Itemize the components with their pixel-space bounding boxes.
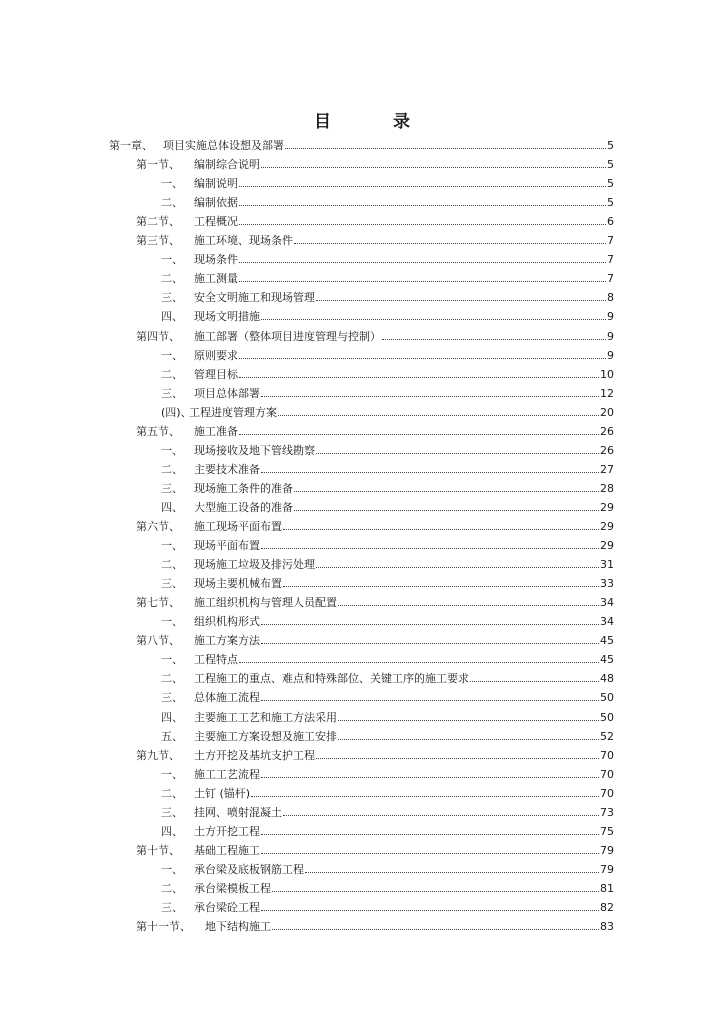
toc-entry-number: 三、 <box>161 805 183 819</box>
dot-leader <box>283 574 599 587</box>
toc-entry-page: 5 <box>607 196 614 210</box>
toc-entry-number: 四、 <box>161 310 183 324</box>
toc-entry-title: 施工现场平面布置 <box>194 520 282 533</box>
toc-entry-page: 5 <box>607 158 614 172</box>
toc-entry[interactable] <box>109 136 614 155</box>
dot-leader <box>261 822 599 835</box>
toc-entry-title: 承台梁模板工程 <box>194 881 271 895</box>
toc-entry-page: 6 <box>607 215 614 229</box>
toc-entry[interactable] <box>161 536 614 555</box>
toc-entry-title: 施工测量 <box>194 272 238 286</box>
toc-entry-page: 45 <box>600 634 614 648</box>
dot-leader <box>239 346 606 359</box>
toc-entry-number: 第十一节、 <box>136 920 191 934</box>
toc-entry[interactable] <box>161 727 614 746</box>
toc-entry-page: 70 <box>600 767 614 781</box>
toc-entry-page: 9 <box>607 348 614 362</box>
dot-leader <box>316 288 606 301</box>
dot-leader <box>239 269 606 282</box>
toc-entry-number: 三、 <box>161 386 183 400</box>
toc-entry-page: 7 <box>607 253 614 267</box>
toc-entry-page: 12 <box>600 386 614 400</box>
dot-leader <box>239 193 606 206</box>
dot-leader <box>338 593 599 606</box>
toc-entry-title: 挂网、喷射混凝土 <box>194 805 282 819</box>
toc-entry-number: 第九节、 <box>136 748 180 762</box>
toc-entry-title: 基础工程施工 <box>194 843 260 857</box>
toc-entry[interactable] <box>136 327 614 346</box>
dot-leader <box>316 555 599 568</box>
toc-entry[interactable] <box>161 479 614 498</box>
toc-entry[interactable] <box>161 555 614 574</box>
toc-entry-title: 安全文明施工和现场管理 <box>194 291 315 305</box>
toc-entry[interactable] <box>161 365 614 384</box>
toc-entry-title: 工程进度管理方案 <box>189 405 277 419</box>
toc-entry[interactable] <box>136 212 614 231</box>
dot-leader <box>272 917 599 930</box>
toc-entry[interactable] <box>161 346 614 365</box>
toc-entry-title: 现场条件 <box>194 253 238 267</box>
toc-entry-page: 29 <box>600 539 614 553</box>
toc-entry[interactable] <box>136 422 614 441</box>
toc-entry-title: 主要技术准备 <box>194 462 260 476</box>
toc-entry[interactable] <box>136 631 614 650</box>
toc-entry[interactable] <box>161 879 614 898</box>
toc-entry-title: 主要施工工艺和施工方法采用 <box>194 710 337 724</box>
toc-entry-page: 5 <box>607 139 614 152</box>
dot-leader <box>305 860 599 873</box>
dot-leader <box>382 327 606 340</box>
toc-entry-number: 第一章、 <box>109 139 153 152</box>
toc-entry[interactable] <box>161 784 614 803</box>
dot-leader <box>261 631 599 644</box>
toc-entry-title: 原则要求 <box>194 348 238 362</box>
toc-entry-page: 34 <box>600 596 614 610</box>
toc-entry-number: 第二节、 <box>136 215 180 229</box>
toc-entry[interactable] <box>161 403 614 422</box>
toc-entry-page: 81 <box>600 881 614 895</box>
toc-entry-title: 施工方案方法 <box>194 634 260 648</box>
toc-entry-title: 地下结构施工 <box>205 920 271 934</box>
toc-entry-page: 50 <box>600 691 614 705</box>
toc-entry[interactable] <box>161 384 614 403</box>
toc-entry-number: 第五节、 <box>136 424 180 438</box>
toc-entry-title: 承台梁砼工程 <box>194 901 260 914</box>
toc-entry[interactable] <box>161 498 614 517</box>
dot-leader <box>294 498 599 511</box>
toc-entry[interactable] <box>161 822 614 841</box>
toc-entry-title: 项目总体部署 <box>194 386 260 400</box>
toc-entry-page: 31 <box>600 558 614 572</box>
toc-entry-page: 83 <box>600 920 614 934</box>
toc-entry-title: 主要施工方案设想及施工安排 <box>194 729 337 743</box>
toc-entry-title: 组织机构形式 <box>194 615 260 629</box>
dot-leader <box>272 879 599 892</box>
toc-entry-number: 三、 <box>161 901 183 914</box>
toc-entry-title: 编制说明 <box>194 177 238 191</box>
toc-entry[interactable] <box>161 803 614 822</box>
toc-entry-page: 20 <box>600 405 614 419</box>
dot-leader <box>239 212 606 225</box>
dot-leader <box>338 708 599 721</box>
dot-leader <box>261 155 606 168</box>
dot-leader <box>239 250 606 263</box>
dot-leader <box>239 422 599 435</box>
toc-entry-title: 总体施工流程 <box>194 691 260 705</box>
toc-entry-number: 二、 <box>161 881 183 895</box>
toc-entry-title: 现场施工条件的准备 <box>194 481 293 495</box>
dot-leader <box>470 669 599 682</box>
toc-entry-number: 二、 <box>161 672 183 686</box>
toc-entry-page: 8 <box>607 291 614 305</box>
toc-entry[interactable] <box>161 288 614 307</box>
dot-leader <box>261 536 599 549</box>
toc-entry-page: 26 <box>600 443 614 457</box>
toc-entry-page: 79 <box>600 843 614 857</box>
toc-entry[interactable] <box>161 860 614 879</box>
toc-entry-number: 三、 <box>161 481 183 495</box>
toc-entry-number: 四、 <box>161 710 183 724</box>
toc-entry-page: 28 <box>600 481 614 495</box>
toc-entry[interactable] <box>136 155 614 174</box>
toc-entry-title: 编制综合说明 <box>194 158 260 172</box>
dot-leader <box>294 479 599 492</box>
dot-leader <box>283 803 599 816</box>
dot-leader <box>261 612 599 625</box>
toc-entry-number: 一、 <box>161 348 183 362</box>
dot-leader <box>283 517 599 530</box>
toc-entry[interactable] <box>161 765 614 784</box>
dot-leader <box>251 784 599 797</box>
toc-entry-number: 二、 <box>161 462 183 476</box>
toc-entry-title: 施工工艺流程 <box>194 767 260 781</box>
toc-entry[interactable] <box>136 231 614 250</box>
toc-entry-page: 5 <box>607 177 614 191</box>
toc-entry-number: 一、 <box>161 767 183 781</box>
toc-entry-page: 33 <box>600 577 614 591</box>
toc-entry-page: 29 <box>600 520 614 533</box>
toc-entry[interactable] <box>161 460 614 479</box>
toc-entry-page: 27 <box>600 462 614 476</box>
toc-entry-number: 第七节、 <box>136 596 180 610</box>
toc-entry-page: 9 <box>607 310 614 324</box>
toc-entry[interactable] <box>161 688 614 707</box>
toc-entry-title: 施工环境、现场条件 <box>194 234 293 248</box>
toc-entry-page: 70 <box>600 748 614 762</box>
toc-entry-number: 第一节、 <box>136 158 180 172</box>
toc-entry-title: 施工部署（整体项目进度管理与控制） <box>194 329 381 343</box>
toc-entry[interactable] <box>161 269 614 288</box>
toc-entry-number: 一、 <box>161 539 183 553</box>
toc-entry-number: 一、 <box>161 253 183 267</box>
toc-entry[interactable] <box>136 746 614 765</box>
toc-entry-number: 一、 <box>161 615 183 629</box>
dot-leader <box>261 307 606 320</box>
toc-entry-page: 29 <box>600 500 614 514</box>
toc-entry-number: 三、 <box>161 691 183 705</box>
toc-entry-number: 一、 <box>161 177 183 191</box>
toc-entry-page: 7 <box>607 272 614 286</box>
dot-leader <box>261 765 599 778</box>
dot-leader <box>278 403 599 416</box>
dot-leader <box>261 688 599 701</box>
toc-entry[interactable] <box>136 917 614 936</box>
toc-entry-page: 48 <box>600 672 614 686</box>
toc-entry-number: 二、 <box>161 196 183 210</box>
toc-entry-number: (四)、 <box>161 405 192 419</box>
toc-entry[interactable] <box>161 650 614 669</box>
toc-entry-page: 75 <box>600 824 614 838</box>
toc-entry[interactable] <box>161 574 614 593</box>
dot-leader <box>294 231 606 244</box>
toc-entry-number: 第八节、 <box>136 634 180 648</box>
toc-entry-number: 五、 <box>161 729 183 743</box>
toc-entry-title: 施工准备 <box>194 424 238 438</box>
toc-entry-title: 土钉 (锚杆) <box>194 786 251 800</box>
toc-entry-title: 承台梁及底板钢筋工程 <box>194 862 304 876</box>
dot-leader <box>261 460 599 473</box>
toc-entry-page: 7 <box>607 234 614 248</box>
toc-entry[interactable] <box>161 669 614 688</box>
toc-entry-title: 现场主要机械布置 <box>194 577 282 591</box>
toc-entry-title: 工程施工的重点、难点和特殊部位、关键工序的施工要求 <box>194 672 469 686</box>
toc-entry[interactable] <box>161 898 614 917</box>
dot-leader <box>239 174 606 187</box>
toc-entry-title: 管理目标 <box>194 367 238 381</box>
toc-entry-number: 四、 <box>161 824 183 838</box>
dot-leader <box>261 898 599 911</box>
toc-entry-number: 三、 <box>161 577 183 591</box>
dot-leader <box>316 441 599 454</box>
toc-entry-page: 79 <box>600 862 614 876</box>
toc-entry-title: 现场接收及地下管线勘察 <box>194 443 315 457</box>
toc-entry-title: 土方开挖工程 <box>194 824 260 838</box>
toc-entry-title: 编制依据 <box>194 196 238 210</box>
toc-entry[interactable] <box>161 193 614 212</box>
toc-entry-title: 大型施工设备的准备 <box>194 500 293 514</box>
toc-entry[interactable] <box>136 517 614 536</box>
toc-entry-page: 73 <box>600 805 614 819</box>
toc-entry-number: 二、 <box>161 786 183 800</box>
toc-entry[interactable] <box>161 708 614 727</box>
toc-entry-number: 三、 <box>161 291 183 305</box>
toc-entry-title: 工程概况 <box>194 215 238 229</box>
toc-entry-title: 工程特点 <box>194 653 238 667</box>
toc-entry-number: 第六节、 <box>136 520 180 533</box>
toc-entry-title: 现场施工垃圾及排污处理 <box>194 558 315 572</box>
toc-entry[interactable] <box>161 612 614 631</box>
dot-leader <box>239 650 599 663</box>
toc-entry-number: 第十节、 <box>136 843 180 857</box>
toc-entry-page: 10 <box>600 367 614 381</box>
toc-entry-number: 一、 <box>161 653 183 667</box>
toc-entry-number: 二、 <box>161 272 183 286</box>
dot-leader <box>261 841 599 854</box>
toc-entry-number: 二、 <box>161 367 183 381</box>
toc-entry-number: 第四节、 <box>136 329 180 343</box>
toc-entry[interactable] <box>161 441 614 460</box>
toc-entry-title: 项目实施总体设想及部署 <box>163 139 284 152</box>
toc-entry[interactable] <box>161 307 614 326</box>
toc-entry-title: 现场平面布置 <box>194 539 260 553</box>
toc-entry-number: 二、 <box>161 558 183 572</box>
toc-entry-page: 34 <box>600 615 614 629</box>
dot-leader <box>261 384 599 397</box>
toc-entry[interactable] <box>161 174 614 193</box>
toc-entry-number: 一、 <box>161 862 183 876</box>
toc-entry[interactable] <box>161 250 614 269</box>
toc-entry-page: 82 <box>600 901 614 914</box>
toc-entry-page: 26 <box>600 424 614 438</box>
page-title: 目 录 <box>314 112 438 132</box>
toc-entry-title: 施工组织机构与管理人员配置 <box>194 596 337 610</box>
toc-entry-number: 四、 <box>161 500 183 514</box>
toc-entry-title: 现场文明措施 <box>194 310 260 324</box>
toc-entry-page: 45 <box>600 653 614 667</box>
toc-entry[interactable] <box>136 841 614 860</box>
dot-leader <box>239 365 599 378</box>
dot-leader <box>338 727 599 740</box>
toc-entry-page: 70 <box>600 786 614 800</box>
toc-entry[interactable] <box>136 593 614 612</box>
toc-entry-page: 50 <box>600 710 614 724</box>
toc-entry-number: 第三节、 <box>136 234 180 248</box>
toc-entry-page: 9 <box>607 329 614 343</box>
toc-entry-number: 一、 <box>161 443 183 457</box>
dot-leader <box>316 746 599 759</box>
toc-entry-title: 土方开挖及基坑支护工程 <box>194 748 315 762</box>
toc-entry-page: 52 <box>600 729 614 743</box>
dot-leader <box>285 136 606 149</box>
